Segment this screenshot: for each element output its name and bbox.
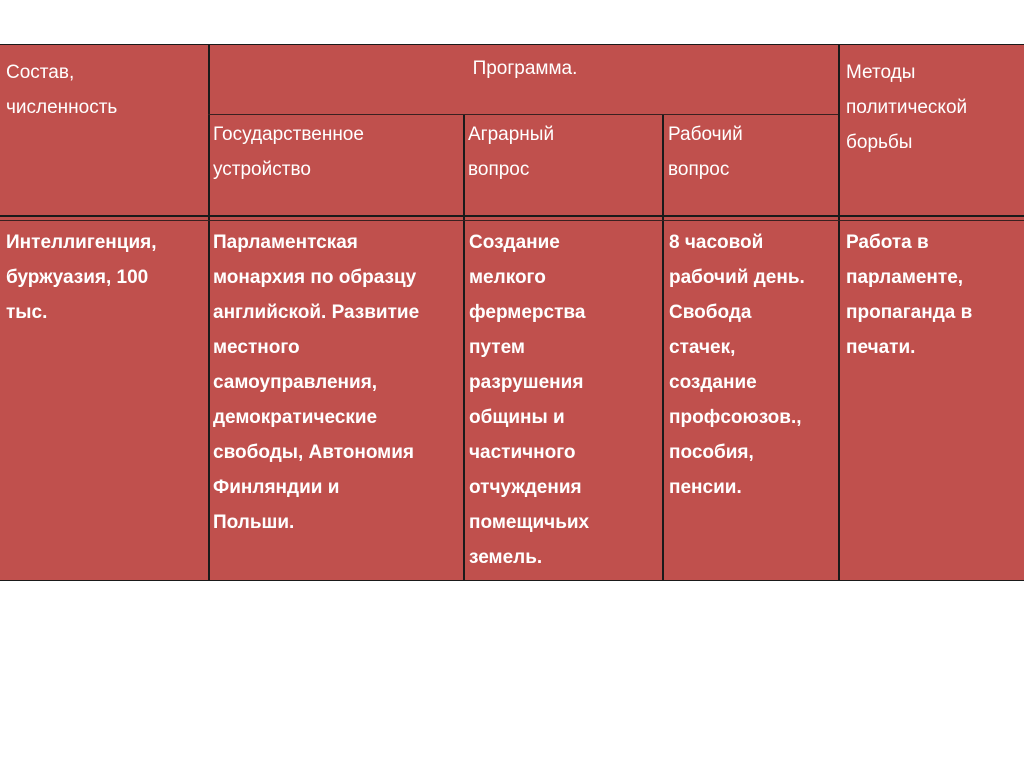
row-labor-question: 8 часовой рабочий день. Свобода стачек, создание профсоюзов., пособия, пенсии. [669, 232, 805, 498]
row-state-structure: Парламентская монархия по образцу английской. Развитие местного самоуправления, демократические свободы, Автономия Финляндии и Польши. [213, 232, 420, 533]
grid-line [0, 220, 1024, 221]
grid-line [463, 115, 465, 580]
header-agrarian-question: Аграрный вопрос [468, 124, 555, 180]
grid-line [208, 114, 838, 115]
header-program: Программа. [472, 58, 578, 79]
grid-line [0, 215, 1024, 217]
header-composition: Состав, численность [6, 62, 118, 118]
row-composition: Интеллигенция, буржуазия, 100 тыс. [6, 232, 157, 323]
row-methods: Работа в парламенте, пропаганда в печати. [846, 232, 973, 358]
header-methods: Методы политической борьбы [846, 62, 968, 153]
row-agrarian-question: Создание мелкого фермерства путем разрушения общины и частичного отчуждения помещичьих земель. [469, 232, 590, 568]
header-labor-question: Рабочий вопрос [668, 124, 743, 180]
party-program-table [0, 44, 1024, 581]
grid-line [208, 45, 210, 580]
grid-line [838, 45, 840, 580]
header-state-structure: Государственное устройство [213, 124, 364, 180]
grid-line [662, 115, 664, 580]
